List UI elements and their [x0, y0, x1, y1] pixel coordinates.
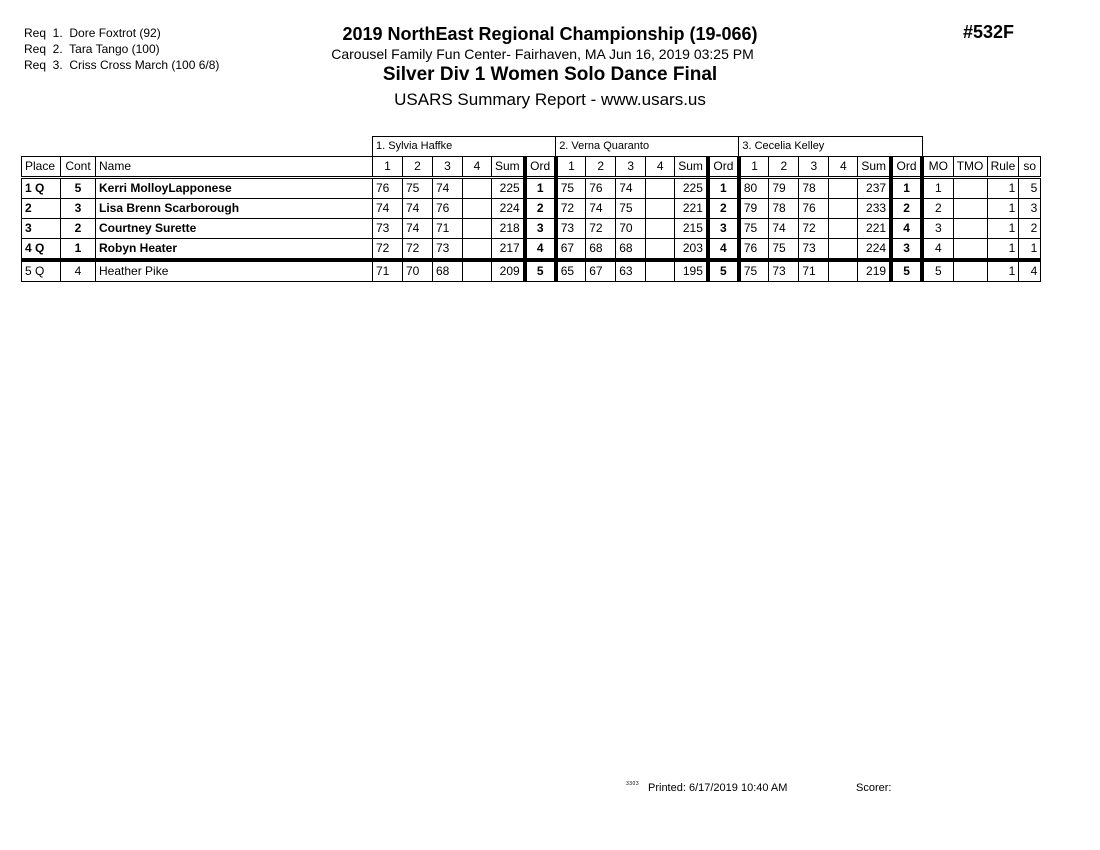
- col-j2-ord: Ord: [708, 157, 739, 178]
- judge-1-score-1: 73: [373, 219, 403, 239]
- judge-1-ordinal: 4: [525, 239, 556, 261]
- judge-1-score-4: [463, 219, 492, 239]
- tmo-cell: [953, 178, 987, 199]
- judge-3-score-1: 79: [739, 199, 769, 219]
- col-j3-3: 3: [799, 157, 829, 178]
- judge-2-score-2: 74: [586, 199, 616, 219]
- col-j2-3: 3: [616, 157, 646, 178]
- judge-2-score-3: 74: [616, 178, 646, 199]
- col-j2-sum: Sum: [675, 157, 708, 178]
- judge-2-score-1: 67: [556, 239, 586, 261]
- judge-1-score-1: 71: [373, 260, 403, 282]
- judge-1-score-1: 76: [373, 178, 403, 199]
- judge-3-score-3: 78: [799, 178, 829, 199]
- col-j3-ord: Ord: [891, 157, 922, 178]
- judge-1-sum: 217: [492, 239, 525, 261]
- mo-cell: 4: [922, 239, 953, 261]
- requirements-list: [24, 25, 219, 73]
- col-j1-ord: Ord: [525, 157, 556, 178]
- judge-2-score-1: 72: [556, 199, 586, 219]
- col-j3-sum: Sum: [858, 157, 891, 178]
- col-j3-2: 2: [769, 157, 799, 178]
- judge-3-ordinal: 3: [891, 239, 922, 261]
- judge-3-score-4: [829, 178, 858, 199]
- judge-2-score-4: [646, 260, 675, 282]
- table-row: [22, 260, 1041, 282]
- judge-1-score-1: 74: [373, 199, 403, 219]
- requirement-2: Req 2. Tara Tango (100): [24, 42, 160, 56]
- judge-2-sum: 215: [675, 219, 708, 239]
- judge-2-ordinal: 2: [708, 199, 739, 219]
- judge-2-score-2: 68: [586, 239, 616, 261]
- judge-2-score-2: 76: [586, 178, 616, 199]
- tmo-cell: [953, 239, 987, 261]
- table-row: [22, 219, 1041, 239]
- judge-2-score-4: [646, 199, 675, 219]
- venue-date-line: Carousel Family Fun Center- Fairhaven, MA Jun 16, 2019 03:25 PM: [331, 46, 754, 62]
- judge-1-score-4: [463, 199, 492, 219]
- rule-cell: 1: [987, 199, 1019, 219]
- col-j3-1: 1: [739, 157, 769, 178]
- mo-cell: 5: [922, 260, 953, 282]
- judge-3-score-3: 76: [799, 199, 829, 219]
- judge-3-score-1: 75: [739, 260, 769, 282]
- judge-2-score-3: 63: [616, 260, 646, 282]
- judge-1-score-3: 68: [433, 260, 463, 282]
- tmo-cell: [953, 219, 987, 239]
- so-cell: 5: [1019, 178, 1041, 199]
- judge-2-score-3: 70: [616, 219, 646, 239]
- col-j2-2: 2: [586, 157, 616, 178]
- col-j1-4: 4: [463, 157, 492, 178]
- judge-3-sum: 233: [858, 199, 891, 219]
- judge-3-score-4: [829, 260, 858, 282]
- judge-3-ordinal: 5: [891, 260, 922, 282]
- judge-3-score-2: 78: [769, 199, 799, 219]
- footer-code: 3303: [626, 781, 640, 787]
- judge-3-ordinal: 4: [891, 219, 922, 239]
- judge-1-score-3: 74: [433, 178, 463, 199]
- judge-2-sum: 225: [675, 178, 708, 199]
- rule-cell: 1: [987, 219, 1019, 239]
- judge-1-name: 1. Sylvia Haffke: [373, 137, 556, 157]
- judge-1-sum: 225: [492, 178, 525, 199]
- judge-header-row: [22, 137, 1041, 157]
- requirement-1: Req 1. Dore Foxtrot (92): [24, 26, 161, 40]
- judge-3-sum: 221: [858, 219, 891, 239]
- col-place: Place: [22, 157, 61, 178]
- cont-cell: 2: [61, 219, 96, 239]
- table-row: [22, 239, 1041, 261]
- rule-cell: 1: [987, 239, 1019, 261]
- name-cell: Lisa Brenn Scarborough: [96, 199, 373, 219]
- judge-1-score-4: [463, 178, 492, 199]
- judge-2-score-2: 67: [586, 260, 616, 282]
- judge-2-score-4: [646, 178, 675, 199]
- results-table: [21, 136, 1041, 282]
- judge-2-score-3: 75: [616, 199, 646, 219]
- judge-2-score-2: 72: [586, 219, 616, 239]
- report-title: USARS Summary Report - www.usars.us: [394, 90, 706, 109]
- judge-3-score-4: [829, 199, 858, 219]
- judge-1-score-1: 72: [373, 239, 403, 261]
- judge-1-score-4: [463, 260, 492, 282]
- judge-1-ordinal: 2: [525, 199, 556, 219]
- judge-2-score-4: [646, 239, 675, 261]
- so-cell: 4: [1019, 260, 1041, 282]
- judge-1-score-2: 74: [403, 219, 433, 239]
- judge-3-score-1: 75: [739, 219, 769, 239]
- cont-cell: 3: [61, 199, 96, 219]
- tmo-cell: [953, 260, 987, 282]
- judge-2-ordinal: 4: [708, 239, 739, 261]
- judge-2-ordinal: 1: [708, 178, 739, 199]
- judge-1-ordinal: 1: [525, 178, 556, 199]
- place-cell: 3: [22, 219, 61, 239]
- judge-1-score-2: 70: [403, 260, 433, 282]
- judge-2-sum: 221: [675, 199, 708, 219]
- name-cell: Heather Pike: [96, 260, 373, 282]
- col-j1-sum: Sum: [492, 157, 525, 178]
- judge-1-score-3: 76: [433, 199, 463, 219]
- col-so: so: [1019, 157, 1041, 178]
- judge-1-score-4: [463, 239, 492, 261]
- judge-3-score-2: 73: [769, 260, 799, 282]
- col-j1-3: 3: [433, 157, 463, 178]
- judge-1-score-2: 74: [403, 199, 433, 219]
- judge-3-score-4: [829, 239, 858, 261]
- judge-1-score-3: 71: [433, 219, 463, 239]
- judge-2-score-1: 75: [556, 178, 586, 199]
- judge-1-score-2: 72: [403, 239, 433, 261]
- rule-cell: 1: [987, 178, 1019, 199]
- rule-cell: 1: [987, 260, 1019, 282]
- table-row: [22, 178, 1041, 199]
- place-cell: 5 Q: [22, 260, 61, 282]
- judge-2-score-1: 73: [556, 219, 586, 239]
- judge-3-score-3: 71: [799, 260, 829, 282]
- scorer-label: Scorer:: [856, 782, 892, 794]
- tmo-cell: [953, 199, 987, 219]
- col-mo: MO: [922, 157, 953, 178]
- place-cell: 4 Q: [22, 239, 61, 261]
- cont-cell: 5: [61, 178, 96, 199]
- col-cont: Cont: [61, 157, 96, 178]
- place-cell: 1 Q: [22, 178, 61, 199]
- name-cell: Courtney Surette: [96, 219, 373, 239]
- so-cell: 2: [1019, 219, 1041, 239]
- judge-3-score-2: 74: [769, 219, 799, 239]
- col-rule: Rule: [987, 157, 1019, 178]
- cont-cell: 1: [61, 239, 96, 261]
- so-cell: 1: [1019, 239, 1041, 261]
- judge-2-ordinal: 3: [708, 219, 739, 239]
- mo-cell: 1: [922, 178, 953, 199]
- col-j2-1: 1: [556, 157, 586, 178]
- judge-1-sum: 224: [492, 199, 525, 219]
- event-number: #532F: [963, 22, 1015, 42]
- event-title: Silver Div 1 Women Solo Dance Final: [382, 64, 718, 85]
- column-header-row: [22, 157, 1041, 178]
- col-j3-4: 4: [829, 157, 858, 178]
- place-cell: 2: [22, 199, 61, 219]
- judge-3-name: 3. Cecelia Kelley: [739, 137, 922, 157]
- judge-3-sum: 224: [858, 239, 891, 261]
- cont-cell: 4: [61, 260, 96, 282]
- judge-3-ordinal: 1: [891, 178, 922, 199]
- judge-2-sum: 195: [675, 260, 708, 282]
- col-tmo: TMO: [953, 157, 987, 178]
- judge-2-score-1: 65: [556, 260, 586, 282]
- judge-1-sum: 209: [492, 260, 525, 282]
- judge-3-sum: 219: [858, 260, 891, 282]
- judge-3-ordinal: 2: [891, 199, 922, 219]
- so-cell: 3: [1019, 199, 1041, 219]
- judge-3-sum: 237: [858, 178, 891, 199]
- judge-3-score-3: 73: [799, 239, 829, 261]
- judge-1-sum: 218: [492, 219, 525, 239]
- judge-2-ordinal: 5: [708, 260, 739, 282]
- col-name: Name: [96, 157, 373, 178]
- competition-title: 2019 NorthEast Regional Championship (19-066): [342, 24, 758, 44]
- requirement-3: Req 3. Criss Cross March (100 6/8): [24, 58, 220, 72]
- judge-3-score-1: 80: [739, 178, 769, 199]
- judge-3-score-1: 76: [739, 239, 769, 261]
- name-cell: Kerri MolloyLapponese: [96, 178, 373, 199]
- mo-cell: 2: [922, 199, 953, 219]
- table-row: [22, 199, 1041, 219]
- judge-1-ordinal: 3: [525, 219, 556, 239]
- name-cell: Robyn Heater: [96, 239, 373, 261]
- col-j1-2: 2: [403, 157, 433, 178]
- judge-1-ordinal: 5: [525, 260, 556, 282]
- judge-2-sum: 203: [675, 239, 708, 261]
- judge-2-name: 2. Verna Quaranto: [556, 137, 739, 157]
- col-j2-4: 4: [646, 157, 675, 178]
- col-j1-1: 1: [373, 157, 403, 178]
- judge-1-score-2: 75: [403, 178, 433, 199]
- judge-1-score-3: 73: [433, 239, 463, 261]
- judge-3-score-3: 72: [799, 219, 829, 239]
- judge-3-score-4: [829, 219, 858, 239]
- mo-cell: 3: [922, 219, 953, 239]
- judge-2-score-4: [646, 219, 675, 239]
- judge-3-score-2: 75: [769, 239, 799, 261]
- judge-3-score-2: 79: [769, 178, 799, 199]
- judge-2-score-3: 68: [616, 239, 646, 261]
- printed-timestamp: Printed: 6/17/2019 10:40 AM: [648, 782, 788, 794]
